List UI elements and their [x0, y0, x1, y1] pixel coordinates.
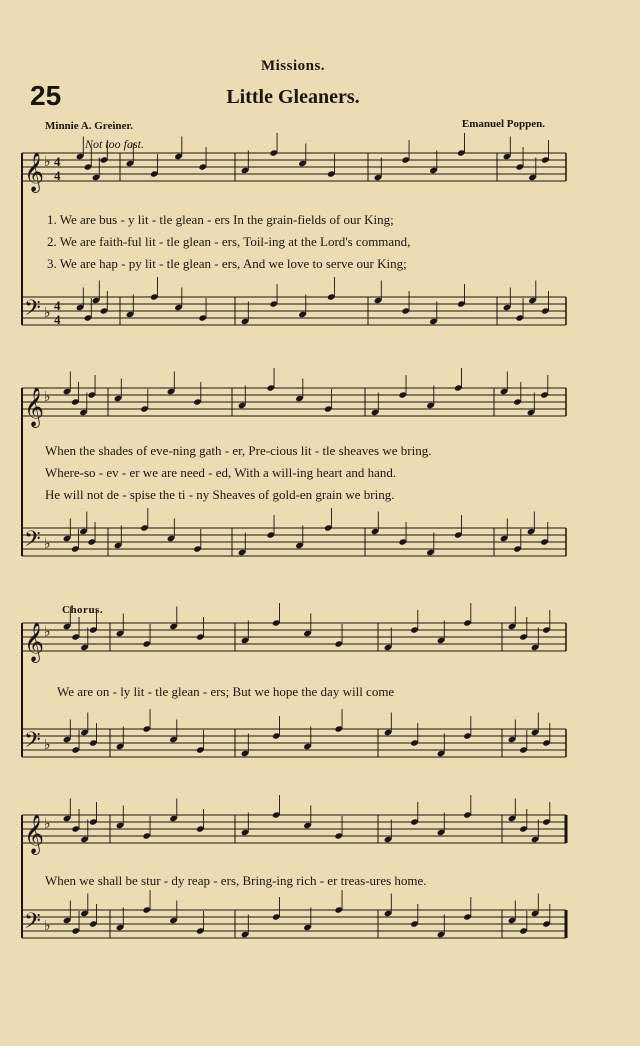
treble-clef-icon: 𝄞	[24, 387, 45, 427]
treble-clef-icon: 𝄞	[24, 622, 45, 662]
lyric-text: Where-so - ev - er we are need - ed, With a will-ing heart and hand.	[45, 465, 397, 480]
lyric-text: When the shades of eve-ning gath - er, Pre-cious lit - tle sheaves we bring.	[45, 443, 432, 458]
flat-key-signature-icon: ♭	[44, 305, 51, 321]
flat-key-signature-icon: ♭	[44, 816, 51, 832]
time-signature-icon: 4	[54, 154, 61, 169]
flat-key-signature-icon: ♭	[44, 624, 51, 640]
lyric-text: When we shall be stur - dy reap - ers, Bring-ing rich - er treas-ures home.	[45, 873, 427, 888]
chorus-label: Chorus.	[62, 604, 104, 616]
tempo-marking: Not too fast.	[85, 137, 145, 151]
flat-key-signature-icon: ♭	[44, 918, 51, 934]
flat-key-signature-icon: ♭	[44, 737, 51, 753]
bass-clef-icon: 𝄢	[24, 296, 41, 326]
hymn-number: 25	[30, 80, 62, 111]
lyric-text: 3. We are hap - py lit - tle glean - ers, And we love to serve our King;	[47, 256, 407, 271]
bass-clef-icon: 𝄢	[24, 527, 41, 557]
lyric-text: He will not de - spise the ti - ny Sheaves of gold-en grain we bring.	[45, 487, 395, 502]
lyric-text: 1. We are bus - y lit - tle glean - ers In the grain-fields of our King;	[47, 212, 394, 227]
lyric-text: 2. We are faith-ful lit - tle glean - ers, Toil-ing at the Lord's command,	[47, 234, 411, 249]
treble-clef-icon: 𝄞	[24, 814, 45, 854]
lyricist-credit: Minnie A. Greiner.	[45, 120, 133, 132]
time-signature-icon: 4	[54, 312, 61, 327]
flat-key-signature-icon: ♭	[44, 389, 51, 405]
time-signature-icon: 4	[54, 168, 61, 183]
section-heading: Missions.	[260, 58, 326, 74]
time-signature-icon: 4	[54, 298, 61, 313]
composer-credit: Emanuel Poppen.	[461, 118, 545, 130]
bass-clef-icon: 𝄢	[24, 728, 41, 758]
bass-clef-icon: 𝄢	[24, 909, 41, 939]
flat-key-signature-icon: ♭	[44, 536, 51, 552]
hymn-title: Little Gleaners.	[226, 86, 360, 108]
flat-key-signature-icon: ♭	[44, 154, 51, 170]
treble-clef-icon: 𝄞	[24, 152, 45, 192]
lyric-text: We are on - ly lit - tle glean - ers; But we hope the day will come	[57, 684, 395, 699]
